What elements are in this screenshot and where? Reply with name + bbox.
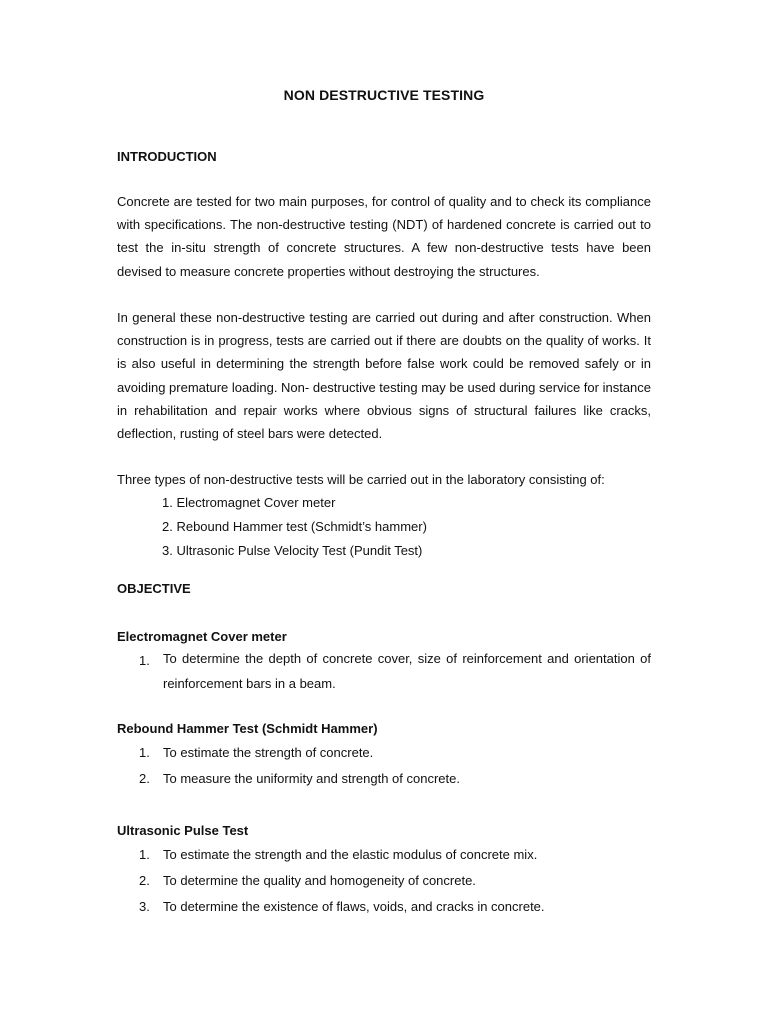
list-item-number: 2. [139,873,150,888]
list-item-number: 1. [139,745,150,760]
list-item-number: 3. [139,899,150,914]
list-item-number: 2. [139,771,150,786]
objective-heading: OBJECTIVE [117,581,191,596]
tests-intro-text: Three types of non-destructive tests will be carried out in the laboratory consisting of: [117,472,605,487]
objective-list-item: To estimate the strength and the elastic modulus of concrete mix. [163,847,538,862]
introduction-paragraph-2: In general these non-destructive testing are carried out during and after construction. When construction is in progress, tests are carried out if there are doubts on the quality of works. It is also useful in determining the strength before false work could be removed safely or in avoiding premature loading. Non- destructive testing may be used during service for instance in rehabilitation and repair works where obvious signs of structural failures like cracks, deflection, rusting of steel bars were detected. [117,310,652,442]
objective-list-item: To determine the depth of concrete cover, size of reinforcement and orientation of reinforcement bars in a beam. [163,651,651,691]
list-item-number: 1. [139,847,150,862]
page-title: NON DESTRUCTIVE TESTING [283,87,485,103]
section-heading-rebound-hammer: Rebound Hammer Test (Schmidt Hammer) [117,721,378,736]
introduction-heading: INTRODUCTION [117,149,217,164]
test-list-item: 1. Electromagnet Cover meter [162,495,336,510]
section-heading-ultrasonic: Ultrasonic Pulse Test [117,823,249,838]
objective-list-item: To measure the uniformity and strength of concrete. [163,771,460,786]
objective-list-item: To determine the quality and homogeneity of concrete. [163,873,476,888]
test-list-item: 3. Ultrasonic Pulse Velocity Test (Pundit Test) [162,543,423,558]
section-heading-cover-meter: Electromagnet Cover meter [117,629,287,644]
introduction-paragraph-1: Concrete are tested for two main purposes, for control of quality and to check its compliance with specifications. The non-destructive testing (NDT) of hardened concrete is carried out to test the in-situ strength of concrete structures. A few non-destructive tests have been devised to measure concrete properties without destroying the structures. [117,194,651,279]
objective-list-item: To determine the existence of flaws, voids, and cracks in concrete. [163,899,545,914]
test-list-item: 2. Rebound Hammer test (Schmidt’s hammer) [162,519,427,534]
list-item-number: 1. [139,653,150,668]
objective-list-item: To estimate the strength of concrete. [163,745,374,760]
